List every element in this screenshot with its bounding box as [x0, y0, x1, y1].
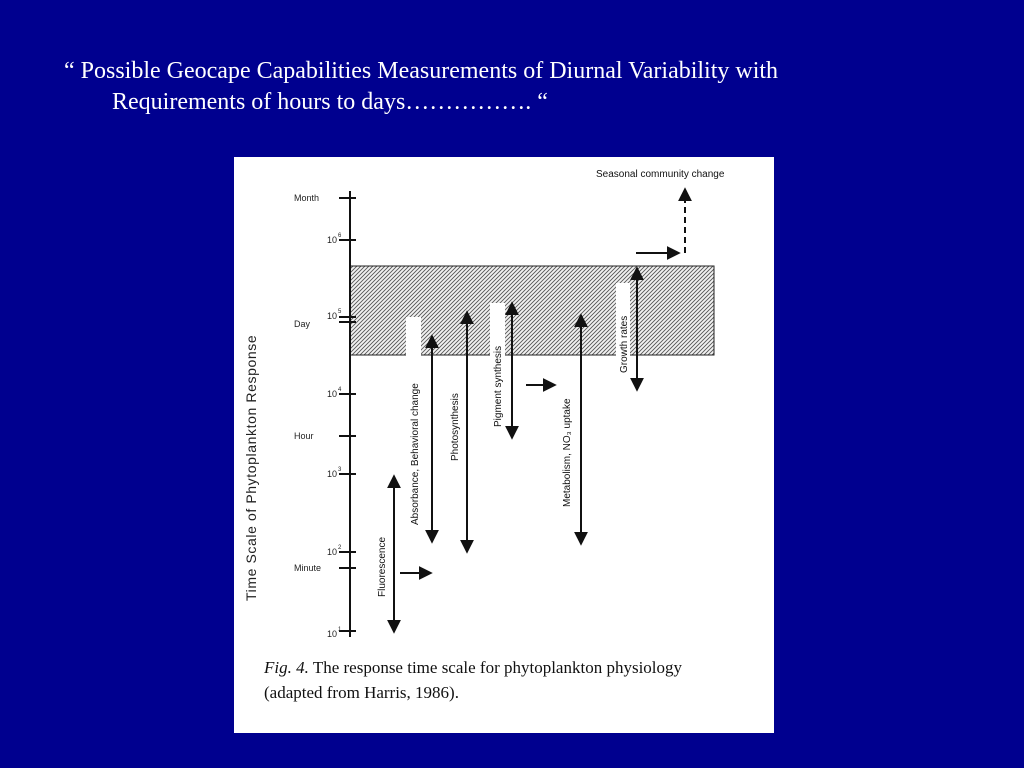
- y-axis-label: Time Scale of Phytoplankton Response: [243, 334, 259, 601]
- tick-label-10e3: 10: [327, 469, 338, 479]
- tick-label-day: Day: [294, 319, 311, 329]
- tick-label-month: Month: [294, 193, 320, 203]
- tick-exp-10e2: 2: [338, 545, 342, 551]
- tick-exp-10e6: 6: [338, 233, 342, 239]
- tick-label-10e6: 10: [327, 235, 338, 245]
- tick-label-minute: Minute: [294, 563, 322, 573]
- absorbance-label: Absorbance, Behavioral change: [410, 383, 421, 525]
- timescale-diagram: [234, 157, 774, 733]
- growth-rates-label: Growth rates: [619, 315, 630, 373]
- figure-panel: [234, 157, 774, 733]
- seasonal-change-label: Seasonal community change: [596, 169, 725, 180]
- figure-caption-source: (adapted from Harris, 1986).: [264, 683, 459, 702]
- tick-label-hour: Hour: [294, 431, 314, 441]
- slide-title-line-2: Requirements of hours to days……………. “: [112, 89, 548, 115]
- figure-caption-text: The response time scale for phytoplankton physiology: [312, 658, 683, 677]
- tick-label-10e2: 10: [327, 547, 338, 557]
- tick-exp-10e3: 3: [338, 467, 342, 473]
- tick-exp-10e1: 1: [338, 627, 342, 633]
- day-band: [350, 266, 714, 355]
- figure-number: Fig. 4.: [264, 658, 309, 677]
- slide-title-line-1: “ Possible Geocape Capabilities Measurements of Diurnal Variability with: [64, 58, 779, 84]
- fluorescence-label: Fluorescence: [377, 536, 388, 597]
- tick-exp-10e5: 5: [338, 309, 342, 315]
- photosynthesis-label: Photosynthesis: [450, 393, 461, 461]
- tick-label-10e5: 10: [327, 311, 338, 321]
- tick-exp-10e4: 4: [338, 387, 342, 393]
- tick-label-10e1: 10: [327, 629, 338, 639]
- pigment-synthesis-label: Pigment synthesis: [493, 345, 504, 427]
- slide-title: [64, 56, 964, 118]
- metabolism-label: Metabolism, NO₃ uptake: [562, 398, 573, 507]
- figure-caption: [264, 655, 764, 705]
- axis-ticks: [339, 198, 356, 631]
- tick-label-10e4: 10: [327, 389, 338, 399]
